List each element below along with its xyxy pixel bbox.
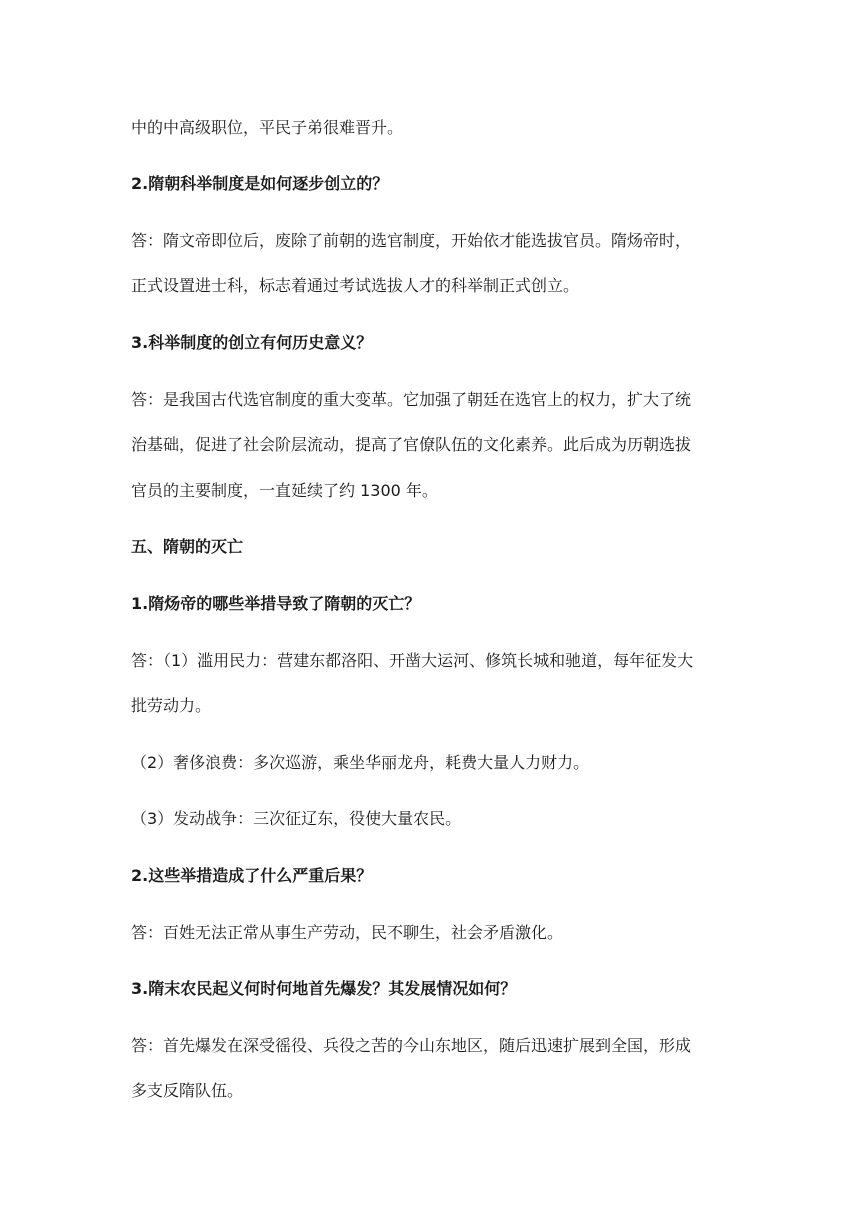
answer-text: （2）奢侈浪费：多次巡游，乘坐华丽龙舟，耗费大量人力财力。	[131, 753, 590, 772]
question-heading: 1.隋炀帝的哪些举措导致了隋朝的灭亡？	[131, 594, 421, 613]
answer-text: 多支反隋队伍。	[131, 1081, 244, 1100]
answer-text: 答：是我国古代选官制度的重大变革。它加强了朝廷在选官上的权力，扩大了统	[131, 390, 692, 409]
answer-text: 正式设置进士科，标志着通过考试选拔人才的科举制正式创立。	[131, 276, 580, 295]
question-heading: 3.科举制度的创立有何历史意义？	[131, 333, 373, 352]
answer-text: 治基础，促进了社会阶层流动，提高了官僚队伍的文化素养。此后成为历朝选拔	[131, 435, 692, 454]
question-heading: 2.这些举措造成了什么严重后果？	[131, 866, 373, 885]
question-heading: 2.隋朝科举制度是如何逐步创立的？	[131, 174, 389, 193]
answer-text: 答：（1）滥用民力：营建东都洛阳、开凿大运河、修筑长城和驰道，每年征发大	[131, 651, 694, 670]
answer-text: 答：首先爆发在深受徭役、兵役之苦的今山东地区，随后迅速扩展到全国，形成	[131, 1036, 692, 1055]
answer-text: （3）发动战争：三次征辽东，役使大量农民。	[131, 809, 462, 828]
question-heading: 3.隋末农民起义何时何地首先爆发？其发展情况如何？	[131, 979, 517, 998]
answer-text: 答：百姓无法正常从事生产劳动，民不聊生，社会矛盾激化。	[131, 923, 564, 942]
answer-text: 答：隋文帝即位后，废除了前朝的选官制度，开始依才能选拔官员。隋炀帝时，	[131, 231, 692, 250]
answer-text: 官员的主要制度，一直延续了约 1300 年。	[131, 481, 438, 500]
section-heading: 五、隋朝的灭亡	[131, 537, 244, 556]
text-line: 中的中高级职位，平民子弟很难晋升。	[131, 118, 404, 137]
answer-text: 批劳动力。	[131, 696, 212, 715]
